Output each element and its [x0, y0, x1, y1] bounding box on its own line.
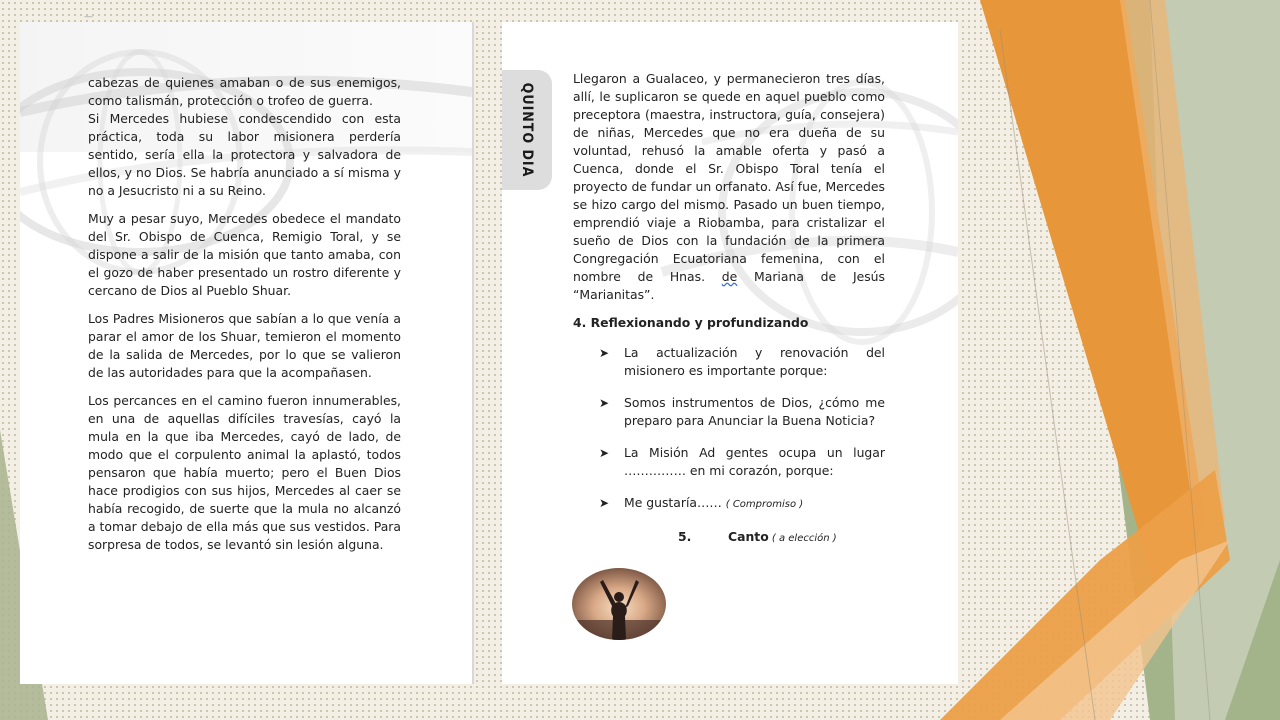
left-text-column — [88, 74, 401, 564]
paragraph: Si Mercedes hubiese condescendido con esta práctica, toda su labor misionera perdería sentido, sería ella la protectora y salvadora de ellos, y no Dios. Se habría anunciado a sí misma y no a Jesucristo ni a su Reino. — [88, 111, 401, 198]
spellcheck-underlined-word: de — [721, 269, 738, 284]
list-item — [573, 344, 885, 380]
paragraph — [573, 70, 885, 304]
section-heading: 4. Reflexionando y profundizando — [573, 315, 809, 330]
arrow-bullet-icon: ➤ — [599, 346, 610, 360]
day-tab — [502, 70, 552, 190]
list-item — [573, 444, 885, 480]
arrow-bullet-icon: ➤ — [599, 446, 610, 460]
intro-text-end: Mariana de Jesús “Marianitas”. — [573, 269, 885, 302]
list-item — [573, 494, 885, 514]
day-tab-label: QUINTO DIA — [519, 82, 535, 178]
paragraph: Muy a pesar suyo, Mercedes obedece el mandato del Sr. Obispo de Cuenca, Remigio Toral, y se dispone a salir de la misión que tanto amaba, con el gozo de haber presentado un rostro diferente y cercano de Dios al Pueblo Shuar. — [88, 211, 401, 298]
list-item-text: Somos instrumentos de Dios, ¿cómo me preparo para Anunciar la Buena Noticia? — [624, 395, 885, 428]
arrow-bullet-icon: ➤ — [599, 496, 610, 510]
intro-text: Llegaron a Gualaceo, y permanecieron tres días, allí, le suplicaron se quede en aquel pueblo como preceptora (maestra, instructora, guía, consejera) de niñas, Mercedes que no era dueña de su voluntad, rehusó la amable oferta y pasó a Cuenca, donde el Sr. Obispo Toral tenía el proyecto de fundar un orfanato. Así fue, Mercedes se hizo cargo del mismo. Pasado un buen tiempo, emprendió viaje a Riobamba, para cristalizar el sueño de Dios con la fundación de la primera Congregación Ecuatoriana femenina, con el nombre de Hnas. — [573, 71, 885, 284]
song-number: 5. — [678, 529, 692, 544]
reflection-list — [573, 344, 885, 514]
paragraph: Los percances en el camino fueron innumerables, en una de aquellas difíciles travesías, cayó la mula en la que iba Mercedes, cayó de lado, de modo que el corpulento animal la aplastó, todos pensaron que había muerto; pero el Buen Dios hace prodigios con sus hijos, Mercedes al caer se había recogido, de suerte que la mula no alcanzó a tomar debajo de ella más que sus vestidos. Para sorpresa de todos, se levantó sin lesión alguna. — [88, 393, 401, 552]
paragraph: Los Padres Misioneros que sabían a lo que venía a parar el amor de los Shuar, temieron el momento de la salida de Mercedes, por lo que se valieron de las autoridades para que la acompañasen. — [88, 311, 401, 380]
arrow-bullet-icon: ➤ — [599, 396, 610, 410]
corner-mark: — — [84, 12, 93, 22]
song-note: ( a elección ) — [768, 533, 837, 544]
list-item-text: La actualización y renovación del misionero es importante porque: — [624, 345, 885, 378]
praying-figure-image — [572, 568, 666, 640]
right-page — [502, 22, 958, 684]
list-item — [573, 394, 885, 430]
page-divider — [472, 22, 474, 684]
left-page — [20, 22, 472, 684]
right-text-column — [573, 70, 885, 548]
paragraph: cabezas de quienes amaban o de sus enemigos, como talismán, protección o trofeo de guerra. — [88, 75, 401, 108]
list-item-text: Me gustaría…… — [624, 495, 726, 510]
song-line — [678, 528, 885, 548]
list-item-note: ( Compromiso ) — [725, 499, 804, 510]
song-title: Canto — [728, 529, 769, 544]
list-item-text: La Misión Ad gentes ocupa un lugar …………… en mi corazón, porque: — [624, 445, 885, 478]
